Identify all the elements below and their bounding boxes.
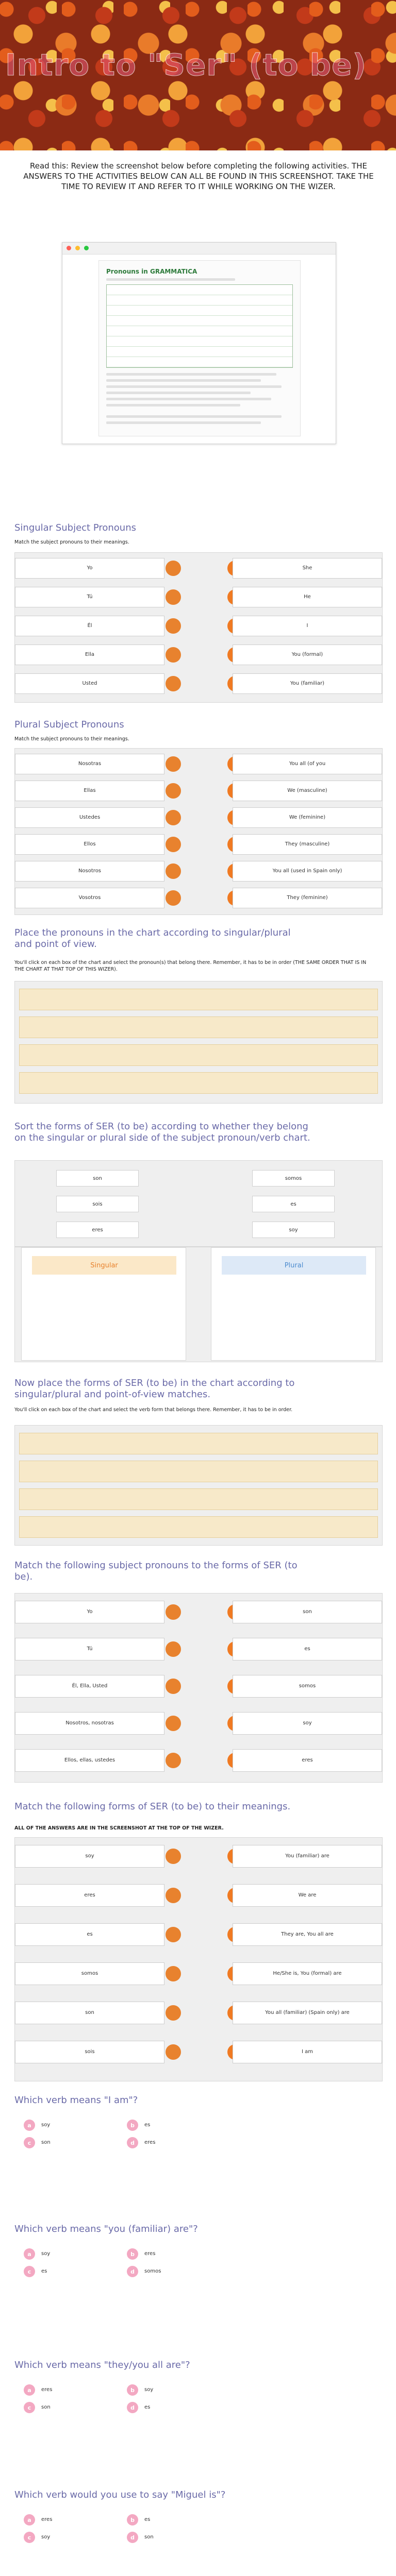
match-right-item[interactable]: She <box>233 558 382 579</box>
option-text[interactable]: eres <box>41 2517 53 2522</box>
question-title: Which verb would you use to say "Miguel is"? <box>14 2489 226 2500</box>
match-right-item[interactable]: He <box>233 587 382 607</box>
section-instructions: Match the subject pronouns to their meanings. <box>14 736 129 742</box>
sort-chip[interactable]: son <box>56 1170 139 1187</box>
match-right-item[interactable]: You (formal) <box>233 645 382 665</box>
sort-chip[interactable]: eres <box>56 1222 139 1238</box>
pronoun-chart-panel <box>14 981 383 1104</box>
chart-slot[interactable] <box>19 1016 378 1038</box>
option-text[interactable]: soy <box>41 2251 51 2257</box>
chart-slot[interactable] <box>19 1044 378 1066</box>
option-letter-d[interactable]: d <box>127 2532 138 2543</box>
question-title: Which verb means "you (familiar) are"? <box>14 2224 198 2234</box>
option-text[interactable]: son <box>41 2404 51 2410</box>
connector-dot[interactable] <box>166 2044 181 2060</box>
match-right-item[interactable]: son <box>233 1601 382 1623</box>
match-left-item[interactable]: Nosotros <box>15 861 164 882</box>
match-left-item[interactable]: Ella <box>15 645 164 665</box>
page-title: Intro to "Ser" (to be) <box>5 47 367 82</box>
match-right-item[interactable]: You (familiar) <box>233 673 382 694</box>
match-right-item[interactable]: They (feminine) <box>233 888 382 908</box>
sort-chips-panel <box>14 1160 383 1247</box>
connector-dot[interactable] <box>166 863 181 879</box>
match-right-item[interactable]: soy <box>233 1712 382 1735</box>
option-text[interactable]: eres <box>144 2140 156 2145</box>
option-letter-b[interactable]: b <box>127 2384 138 2396</box>
option-text[interactable]: eres <box>144 2251 156 2257</box>
section-title-singular: Singular Subject Pronouns <box>14 522 137 533</box>
connector-dot[interactable] <box>166 837 181 852</box>
connector-dot[interactable] <box>166 810 181 825</box>
match-right-item[interactable]: You all (familiar) (Spain only) are <box>233 2002 382 2024</box>
bucket-label-plural: Plural <box>222 1256 366 1275</box>
match-right-item[interactable]: You all (of you <box>233 754 382 774</box>
bucket-singular[interactable] <box>21 1247 186 1361</box>
option-letter-a[interactable]: a <box>24 2248 35 2260</box>
option-letter-c[interactable]: c <box>24 2532 35 2543</box>
option-letter-a[interactable]: a <box>24 2120 35 2131</box>
sort-chip[interactable]: soy <box>252 1222 335 1238</box>
pronoun-chart-image <box>106 284 293 368</box>
option-text[interactable]: soy <box>41 2122 51 2128</box>
screenshot-title: Pronouns in GRAMMATICA <box>106 268 197 275</box>
match-right-item[interactable]: They are, You all are <box>233 1923 382 1946</box>
intro-text: Read this: Review the screenshot below before completing the following activities. THE ANSWERS TO THE ACTIVITIES BELOW CAN ALL BE FOUND IN THIS SCREENSHOT. TAKE THE TIME TO REVIEW IT AND REFER TO IT WHILE WORKING ON THE WIZER. <box>23 161 374 191</box>
option-letter-a[interactable]: a <box>24 2384 35 2396</box>
match-left-item[interactable]: Ellas <box>15 781 164 801</box>
option-letter-c[interactable]: c <box>24 2266 35 2277</box>
match-left-item[interactable]: Tú <box>15 1638 164 1660</box>
screenshot-document <box>98 260 301 436</box>
option-text[interactable]: es <box>144 2122 151 2128</box>
option-letter-c[interactable]: c <box>24 2137 35 2148</box>
match-right-item[interactable]: You (familiar) are <box>233 1845 382 1868</box>
connector-dot[interactable] <box>166 890 181 906</box>
section-instructions: You'll click on each box of the chart and select the pronoun(s) that belong there. Remember, it has to be in order (THE SAME ORDER THAT IS IN THE CHART AT THAT TOP OF THIS WIZER). <box>14 960 367 972</box>
option-text[interactable]: somos <box>144 2268 161 2274</box>
match-left-item[interactable]: Nosotras <box>15 754 164 774</box>
question-title: Which verb means "they/you all are"? <box>14 2360 190 2370</box>
section-instructions: Match the subject pronouns to their meanings. <box>14 539 129 545</box>
matching-panel-ser-meanings <box>14 1837 383 2081</box>
connector-dot[interactable] <box>166 1716 181 1731</box>
match-left-item[interactable]: Tú <box>15 587 164 607</box>
match-right-item[interactable]: eres <box>233 1749 382 1772</box>
question-title: Which verb means "I am"? <box>14 2095 138 2106</box>
match-left-item[interactable]: Nosotros, nosotras <box>15 1712 164 1735</box>
connector-dot[interactable] <box>166 1849 181 1864</box>
section-title-ser-meanings: Match the following forms of SER (to be) to their meanings. <box>14 1801 291 1812</box>
chart-slot[interactable] <box>19 1516 378 1538</box>
sort-chip[interactable]: sois <box>56 1196 139 1212</box>
option-text[interactable]: eres <box>41 2387 53 2393</box>
match-right-item[interactable]: They (masculine) <box>233 834 382 855</box>
match-left-item[interactable]: sois <box>15 2041 164 2063</box>
matching-panel-plural <box>14 748 383 915</box>
match-right-item[interactable]: You all (used in Spain only) <box>233 861 382 882</box>
match-right-item[interactable]: I <box>233 616 382 636</box>
section-title-ser-chart: Now place the forms of SER (to be) in the chart according to singular/plural and point-of-view matches. <box>14 1378 295 1400</box>
sort-chip[interactable]: es <box>252 1196 335 1212</box>
connector-dot[interactable] <box>166 676 181 691</box>
option-letter-d[interactable]: d <box>127 2266 138 2277</box>
match-right-item[interactable]: We (feminine) <box>233 807 382 828</box>
sort-buckets-panel <box>14 1247 383 1362</box>
match-left-item[interactable]: soy <box>15 1845 164 1868</box>
connector-dot[interactable] <box>166 1966 181 1981</box>
section-title-sort: Sort the forms of SER (to be) according to whether they belong on the singular or plural side of the subject pronoun/verb chart. <box>14 1121 310 1143</box>
match-left-item[interactable]: es <box>15 1923 164 1946</box>
connector-dot[interactable] <box>166 618 181 634</box>
section-title-plural: Plural Subject Pronouns <box>14 719 124 730</box>
header-banner <box>0 0 396 150</box>
option-text[interactable]: soy <box>144 2387 154 2393</box>
chart-slot[interactable] <box>19 1488 378 1510</box>
connector-dot[interactable] <box>166 561 181 576</box>
match-right-item[interactable]: I am <box>233 2041 382 2063</box>
match-right-item[interactable]: es <box>233 1638 382 1660</box>
connector-dot[interactable] <box>166 783 181 799</box>
chart-slot[interactable] <box>19 1072 378 1094</box>
match-right-item[interactable]: We are <box>233 1884 382 1907</box>
connector-dot[interactable] <box>166 1679 181 1694</box>
match-left-item[interactable]: Él, Ella, Usted <box>15 1675 164 1698</box>
chart-slot[interactable] <box>19 989 378 1010</box>
section-instructions: You'll click on each box of the chart and select the verb form that belongs there. Remember, it has to be in order. <box>14 1407 293 1413</box>
bucket-plural[interactable] <box>211 1247 376 1361</box>
section-title-pronoun-ser: Match the following subject pronouns to the forms of SER (to be). <box>14 1560 298 1582</box>
match-left-item[interactable]: Ellos <box>15 834 164 855</box>
connector-dot[interactable] <box>166 1753 181 1768</box>
bucket-label-singular: Singular <box>32 1256 176 1275</box>
matching-panel-singular <box>14 552 383 703</box>
match-left-item[interactable]: somos <box>15 1962 164 1985</box>
match-left-item[interactable]: eres <box>15 1884 164 1907</box>
option-letter-c[interactable]: c <box>24 2402 35 2413</box>
connector-dot[interactable] <box>166 1927 181 1942</box>
option-text[interactable]: soy <box>41 2534 51 2540</box>
match-left-item[interactable]: Vosotros <box>15 888 164 908</box>
match-left-item[interactable]: Yo <box>15 1601 164 1623</box>
match-right-item[interactable]: He/She is, You (formal) are <box>233 1962 382 1985</box>
match-right-item[interactable]: We (masculine) <box>233 781 382 801</box>
connector-dot[interactable] <box>166 756 181 772</box>
matching-panel-pronoun-ser <box>14 1593 383 1783</box>
match-left-item[interactable]: Yo <box>15 558 164 579</box>
option-text[interactable]: son <box>144 2534 154 2540</box>
connector-dot[interactable] <box>166 1888 181 1903</box>
option-letter-a[interactable]: a <box>24 2514 35 2526</box>
match-left-item[interactable]: son <box>15 2002 164 2024</box>
chart-slot[interactable] <box>19 1461 378 1482</box>
option-letter-b[interactable]: b <box>127 2514 138 2526</box>
option-letter-d[interactable]: d <box>127 2137 138 2148</box>
option-letter-b[interactable]: b <box>127 2120 138 2131</box>
section-instructions: ALL OF THE ANSWERS ARE IN THE SCREENSHOT AT THE TOP OF THE WIZER. <box>14 1825 224 1831</box>
sort-chip[interactable]: somos <box>252 1170 335 1187</box>
option-text[interactable]: es <box>144 2517 151 2522</box>
reference-screenshot <box>62 242 336 444</box>
option-letter-b[interactable]: b <box>127 2248 138 2260</box>
match-right-item[interactable]: somos <box>233 1675 382 1698</box>
match-left-item[interactable]: Ustedes <box>15 807 164 828</box>
connector-dot[interactable] <box>166 647 181 663</box>
connector-dot[interactable] <box>166 1604 181 1620</box>
option-letter-d[interactable]: d <box>127 2402 138 2413</box>
ser-chart-panel <box>14 1425 383 1546</box>
option-text[interactable]: es <box>144 2404 151 2410</box>
connector-dot[interactable] <box>166 2005 181 2021</box>
chart-slot[interactable] <box>19 1433 378 1454</box>
screenshot-window-bar <box>62 243 336 255</box>
match-left-item[interactable]: Usted <box>15 673 164 694</box>
option-text[interactable]: es <box>41 2268 47 2274</box>
match-left-item[interactable]: Él <box>15 616 164 636</box>
option-text[interactable]: son <box>41 2140 51 2145</box>
connector-dot[interactable] <box>166 589 181 605</box>
connector-dot[interactable] <box>166 1641 181 1657</box>
match-left-item[interactable]: Ellos, ellas, ustedes <box>15 1749 164 1772</box>
section-title-chart: Place the pronouns in the chart according to singular/plural and point of view. <box>14 927 291 950</box>
